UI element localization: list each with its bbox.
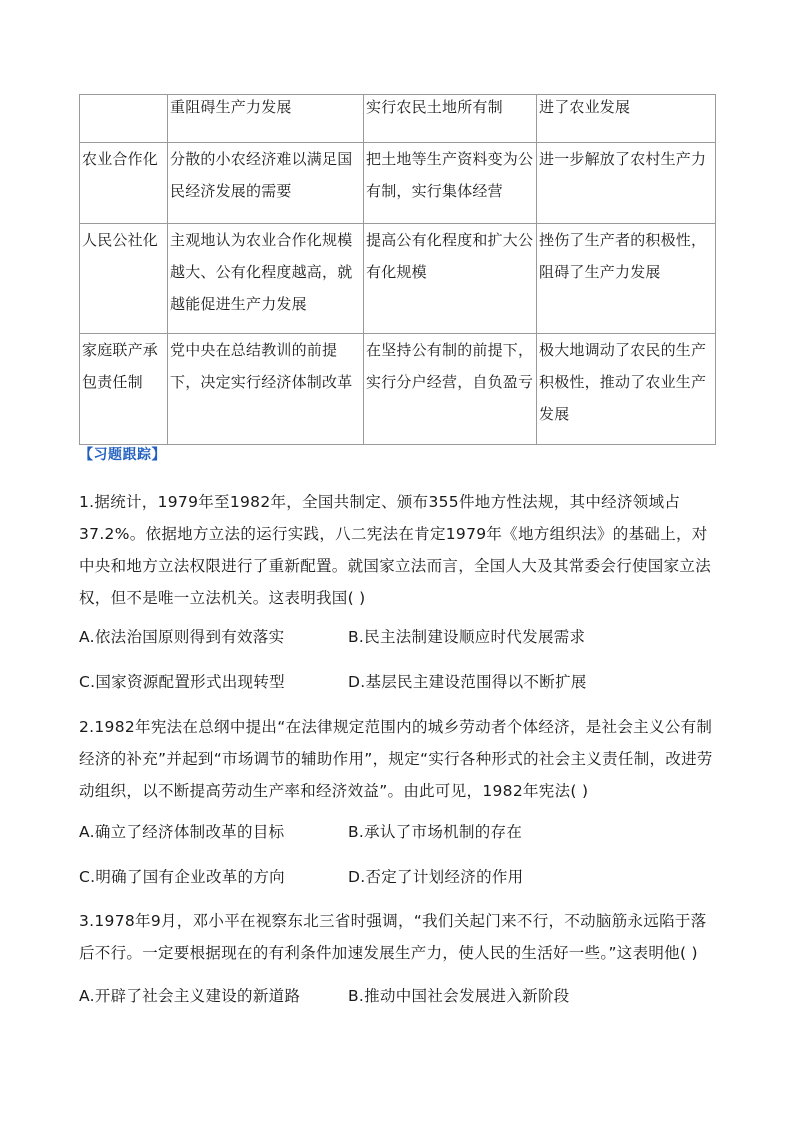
table-row — [80, 95, 716, 143]
table-cell: 实行农民土地所有制 — [364, 95, 537, 143]
table-cell: 重阻碍生产力发展 — [168, 95, 364, 143]
question-3-option-a[interactable]: A.开辟了社会主义建设的新道路 — [79, 987, 301, 1005]
table-cell: 人民公社化 — [80, 224, 168, 334]
table-cell: 把土地等生产资料变为公有制，实行集体经营 — [364, 143, 537, 224]
table-cell: 主观地认为农业合作化规模越大、公有化程度越高，就越能促进生产力发展 — [168, 224, 364, 334]
table-cell — [80, 95, 168, 143]
question-2-option-a[interactable]: A.确立了经济体制改革的目标 — [79, 823, 285, 841]
table-row — [80, 143, 716, 224]
table-cell: 进了农业发展 — [537, 95, 716, 143]
question-1-option-b[interactable]: B.民主法制建设顺应时代发展需求 — [348, 628, 586, 646]
comparison-table — [79, 94, 716, 445]
table-cell: 家庭联产承包责任制 — [80, 334, 168, 445]
question-1-option-c[interactable]: C.国家资源配置形式出现转型 — [79, 673, 285, 691]
question-1-option-a[interactable]: A.依法治国原则得到有效落实 — [79, 628, 285, 646]
question-2-option-b[interactable]: B.承认了市场机制的存在 — [348, 823, 523, 841]
table-row — [80, 224, 716, 334]
table-cell: 农业合作化 — [80, 143, 168, 224]
table-cell: 极大地调动了农民的生产积极性，推动了农业生产发展 — [537, 334, 716, 445]
table-cell: 党中央在总结教训的前提下，决定实行经济体制改革 — [168, 334, 364, 445]
table-cell: 分散的小农经济难以满足国民经济发展的需要 — [168, 143, 364, 224]
table-cell: 进一步解放了农村生产力 — [537, 143, 716, 224]
question-3-option-b[interactable]: B.推动中国社会发展进入新阶段 — [348, 987, 570, 1005]
question-3-stem: 3.1978年9月，邓小平在视察东北三省时强调，“我们关起门来不行，不动脑筋永远陷于落后不行。一定要根据现在的有利条件加速发展生产力，使人民的生活好一些。”这表明他( ) — [79, 912, 707, 962]
section-heading: 【习题跟踪】 — [79, 447, 166, 463]
question-1-option-d[interactable]: D.基层民主建设范围得以不断扩展 — [348, 673, 587, 691]
table-cell: 在坚持公有制的前提下，实行分户经营，自负盈亏 — [364, 334, 537, 445]
question-2-stem: 2.1982年宪法在总纲中提出“在法律规定范围内的城乡劳动者个体经济，是社会主义公有制经济的补充”并起到“市场调节的辅助作用”，规定“实行各种形式的社会主义责任制，改进劳动组织，以不断提高劳动生产率和经济效益”。由此可见，1982年宪法( ) — [79, 718, 713, 800]
question-2-option-d[interactable]: D.否定了计划经济的作用 — [348, 868, 524, 886]
question-1-stem: 1.据统计，1979年至1982年，全国共制定、颁布355件地方性法规，其中经济领域占37.2%。依据地方立法的运行实践，八二宪法在肯定1979年《地方组织法》的基础上，对中央和地方立法权限进行了重新配置。就国家立法而言，全国人大及其常委会行使国家立法权，但不是唯一立法机关。这表明我国( ) — [79, 493, 712, 607]
table-cell: 提高公有化程度和扩大公有化规模 — [364, 224, 537, 334]
table-cell: 挫伤了生产者的积极性，阻碍了生产力发展 — [537, 224, 716, 334]
table-row — [80, 334, 716, 445]
question-2-option-c[interactable]: C.明确了国有企业改革的方向 — [79, 868, 285, 886]
